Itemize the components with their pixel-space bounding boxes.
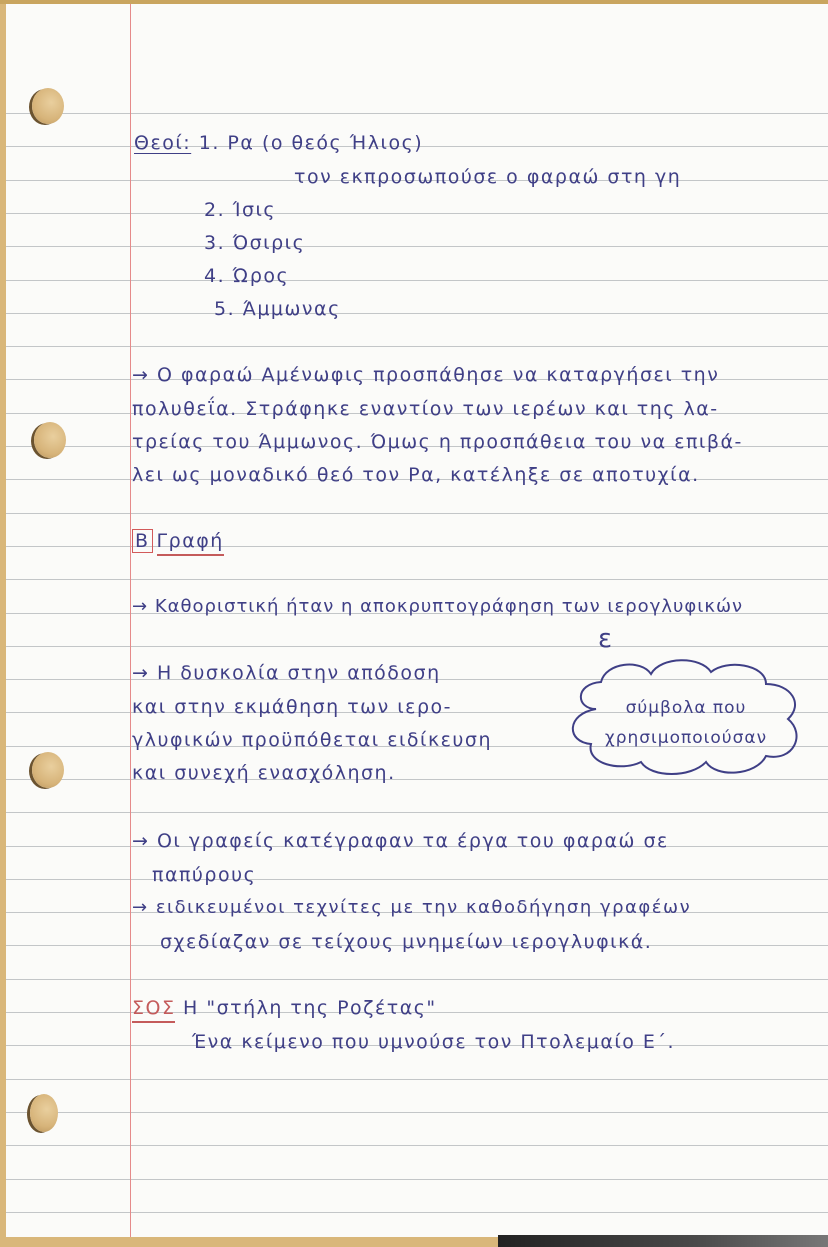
writing-heading-line (132, 529, 224, 553)
writing-bullet-text: Οι γραφείς κατέγραφαν τα έργα του φαραώ σε (156, 830, 669, 852)
writing-bullet-text: Καθοριστική ήταν η αποκρυπτογράφηση των ιερογλυφικών (154, 596, 744, 617)
binder-hole (34, 422, 66, 458)
pharaoh-text: Ο φαραώ Αμένωφις προσπάθησε να καταργήσει την (156, 364, 720, 386)
gods-line-3 (204, 232, 305, 254)
writing-bullet-2-line-1 (132, 662, 441, 684)
rosetta-text: Ένα κείμενο που υμνούσε τον Πτολεμαίο Ε΄. (192, 1031, 675, 1053)
rosetta-heading: Η "στήλη της Ροζέτας" (183, 997, 437, 1019)
notebook-page (6, 4, 828, 1237)
arrow-bullet-icon: → (132, 364, 150, 386)
writing-bullet-2-line-3: γλυφικών προϋπόθεται ειδίκευση (132, 729, 493, 751)
epsilon-symbol: ε (598, 624, 614, 654)
binder-hole (32, 88, 64, 124)
section-label-box: B (132, 529, 153, 553)
arrow-bullet-icon: → (132, 662, 150, 684)
dark-background-corner (498, 1235, 828, 1247)
gods-note: τον εκπροσωπούσε ο φαραώ στη γη (294, 166, 682, 188)
pharaoh-line-1 (132, 364, 719, 386)
arrow-bullet-icon: → (132, 830, 150, 852)
cloud-text-line-2: χρησιμοποιούσαν (604, 728, 768, 748)
rosetta-heading-line (132, 997, 437, 1019)
pharaoh-line-3: τρείας του Άμμωνος. Όμως η προσπάθεια του να επιβά- (132, 431, 743, 453)
binder-hole (32, 752, 64, 788)
gods-item-name: Όσιρις (232, 232, 306, 254)
gods-item-num: 2. (204, 199, 226, 221)
writing-bullet-text: ειδικευμένοι τεχνίτες με την καθοδήγηση γραφέων (155, 897, 692, 918)
gods-item-num: 1. (198, 132, 220, 154)
pharaoh-line-4: λει ως μοναδικό θεό τον Ρα, κατέληξε σε αποτυχία. (132, 464, 700, 486)
arrow-bullet-icon: → (132, 897, 149, 918)
writing-bullet-3-line-1 (132, 830, 669, 852)
writing-bullet-3-line-2: παπύρους (152, 864, 257, 886)
gods-line-5 (214, 298, 341, 320)
gods-heading: Θεοί: (134, 132, 192, 154)
writing-bullet-2-line-4: και συνεχή ενασχόληση. (132, 762, 396, 784)
gods-item-name: Ίσις (232, 199, 277, 221)
writing-bullet-4-line-1 (132, 897, 691, 918)
gods-item-name: Άμμωνας (242, 298, 341, 320)
writing-bullet-4-line-2: σχεδίαζαν σε τείχους μνημείων ιερογλυφικά. (160, 931, 653, 953)
gods-item-name: Ρα (ο θεός Ήλιος) (227, 132, 424, 154)
gods-item-num: 5. (214, 298, 236, 320)
cloud-text-line-1: σύμβολα που (625, 698, 747, 718)
gods-item-name: Ώρος (232, 265, 290, 287)
gods-item-num: 4. (204, 265, 226, 287)
writing-heading: Γραφή (157, 530, 224, 556)
arrow-bullet-icon: → (132, 596, 149, 617)
margin-line (130, 4, 131, 1237)
writing-bullet-1 (132, 596, 743, 617)
gods-line-4 (204, 265, 289, 287)
thought-cloud (566, 654, 806, 779)
gods-item-num: 3. (204, 232, 226, 254)
writing-bullet-text: Η δυσκολία στην απόδοση (156, 662, 441, 684)
rosetta-label: ΣΟΣ (132, 997, 175, 1023)
binder-hole (30, 1094, 58, 1132)
gods-line-2 (204, 199, 276, 221)
gods-line-1 (134, 132, 423, 154)
pharaoh-line-2: πολυθεΐα. Στράφηκε εναντίον των ιερέων και της λα- (132, 398, 719, 420)
writing-bullet-2-line-2: και στην εκμάθηση των ιερο- (132, 696, 452, 718)
